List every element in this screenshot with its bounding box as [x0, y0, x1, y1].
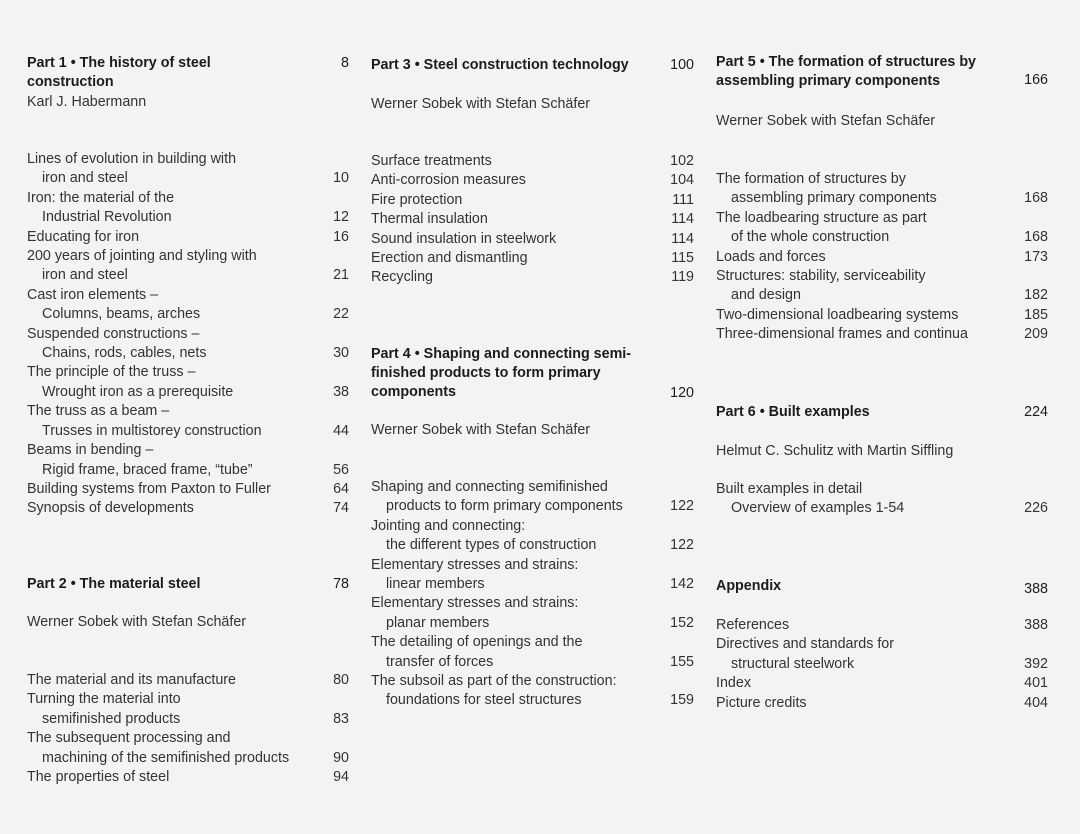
- toc-entry[interactable]: [716, 209, 1048, 248]
- part-3-entries: [371, 152, 694, 288]
- toc-entry-title: The principle of the truss –: [27, 364, 196, 381]
- part-1-author: Karl J. Habermann: [27, 94, 147, 110]
- toc-entry[interactable]: [27, 247, 349, 286]
- toc-entry-title-continued: and design: [731, 287, 801, 304]
- toc-entry-title-continued: Trusses in multistorey construction: [42, 422, 262, 439]
- toc-entry-page: 142: [670, 576, 694, 593]
- toc-entry-title-continued: Industrial Revolution: [42, 209, 172, 226]
- toc-entry-title: 200 years of jointing and styling with: [27, 248, 257, 265]
- toc-entry-title: Surface treatments: [371, 153, 492, 169]
- toc-entry[interactable]: [371, 230, 694, 249]
- toc-entry[interactable]: [27, 729, 349, 768]
- toc-entry[interactable]: [27, 189, 349, 228]
- toc-entry-title: The subsequent processing and: [27, 730, 231, 747]
- toc-entry-title: References: [716, 617, 790, 633]
- toc-entry[interactable]: [27, 150, 349, 189]
- part-1-heading[interactable]: [27, 54, 349, 92]
- toc-entry-page: 64: [333, 480, 349, 497]
- toc-entry-page: 152: [670, 614, 694, 631]
- part-1-title: Part 1 • The history of steel construction: [27, 55, 211, 90]
- toc-entry[interactable]: [371, 517, 694, 556]
- toc-entry-page: 10: [333, 170, 349, 187]
- toc-entry-title: Cast iron elements –: [27, 286, 159, 303]
- toc-entry-title-continued: transfer of forces: [386, 653, 494, 670]
- toc-entry-title-continued: of the whole construction: [731, 229, 890, 246]
- toc-entry-page: 104: [670, 172, 694, 189]
- toc-entry-page: 22: [333, 306, 349, 323]
- toc-entry-title: The truss as a beam –: [27, 403, 170, 420]
- toc-entry-page: 185: [1024, 306, 1048, 323]
- toc-entry[interactable]: [716, 306, 1048, 325]
- toc-entry-title-continued: iron and steel: [42, 170, 128, 187]
- toc-entry[interactable]: [716, 480, 1048, 519]
- toc-entry-title-continued: iron and steel: [42, 267, 128, 284]
- toc-entry-title-continued: structural steelwork: [731, 655, 855, 672]
- toc-entry-page: 94: [333, 769, 349, 786]
- part-3-heading[interactable]: [371, 56, 694, 75]
- part-3-page: 100: [670, 57, 694, 73]
- toc-entry[interactable]: [27, 286, 349, 325]
- toc-entry-title: The material and its manufacture: [27, 672, 236, 688]
- part-1-entries: [27, 150, 349, 519]
- toc-entry[interactable]: [27, 325, 349, 364]
- toc-entry-page: 115: [671, 250, 694, 267]
- appendix-page: 388: [1024, 581, 1048, 597]
- toc-entry-page: 90: [333, 749, 349, 766]
- part-2-page: 78: [333, 576, 349, 592]
- part-5-entries: [716, 170, 1048, 345]
- part-6-author: Helmut C. Schulitz with Martin Siffling: [716, 443, 954, 459]
- toc-entry-title: Turning the material into: [27, 691, 181, 708]
- part-2-heading[interactable]: [27, 575, 349, 594]
- toc-entry-title: Elementary stresses and strains:: [371, 556, 579, 573]
- toc-entry-page: 74: [333, 500, 349, 517]
- toc-entry-title-continued: machining of the semifinished products: [42, 749, 290, 766]
- part-2-title: Part 2 • The material steel: [27, 576, 201, 592]
- toc-entry[interactable]: [371, 633, 694, 672]
- toc-entry-page: 122: [670, 537, 694, 554]
- toc-entry-title: The detailing of openings and the: [371, 634, 583, 651]
- toc-entry-title: Erection and dismantling: [371, 250, 528, 267]
- toc-entry-page: 168: [1024, 229, 1048, 246]
- toc-entry[interactable]: [27, 402, 349, 441]
- toc-entry-page: 173: [1024, 248, 1048, 265]
- toc-entry[interactable]: [716, 248, 1048, 267]
- toc-entry[interactable]: [27, 480, 349, 499]
- part-5-page: 166: [1024, 72, 1048, 88]
- part-6-page: 224: [1024, 404, 1048, 420]
- toc-entry-title: The subsoil as part of the construction:: [371, 673, 617, 690]
- toc-entry-title-continued: Overview of examples 1-54: [731, 500, 905, 517]
- toc-entry-page: 16: [333, 228, 349, 245]
- toc-entry-title-continued: assembling primary components: [731, 190, 937, 207]
- toc-entry-title-continued: semifinished products: [42, 710, 181, 727]
- toc-entry[interactable]: [716, 170, 1048, 209]
- toc-entry-title-continued: products to form primary components: [386, 498, 623, 515]
- part-5-author: Werner Sobek with Stefan Schäfer: [716, 113, 936, 129]
- toc-entry-page: 114: [671, 211, 694, 228]
- toc-entry-page: 155: [670, 653, 694, 670]
- appendix-heading[interactable]: [716, 577, 1048, 596]
- toc-entry-page: 119: [671, 269, 694, 286]
- toc-entry-title: The formation of structures by: [716, 171, 906, 187]
- toc-entry[interactable]: [371, 594, 694, 633]
- toc-entry[interactable]: [371, 249, 694, 268]
- toc-entry-title: Suspended constructions –: [27, 325, 200, 342]
- part-4-author: Werner Sobek with Stefan Schäfer: [371, 422, 591, 438]
- toc-entry[interactable]: [716, 325, 1048, 344]
- toc-entry[interactable]: [27, 228, 349, 247]
- toc-entry-title: Fire protection: [371, 191, 463, 208]
- part-3-title: Part 3 • Steel construction technology: [371, 57, 629, 73]
- toc-entry-page: 388: [1024, 617, 1048, 633]
- toc-entry-page: 30: [333, 345, 349, 362]
- toc-entry-title-continued: planar members: [386, 614, 490, 631]
- toc-entry[interactable]: [371, 478, 694, 517]
- part-1-page: 8: [341, 55, 349, 71]
- toc-entry-title: Picture credits: [716, 694, 807, 711]
- toc-entry[interactable]: [716, 674, 1048, 693]
- part-4-page: 120: [670, 385, 694, 401]
- toc-entry-title: Jointing and connecting:: [371, 517, 526, 534]
- toc-entry-page: 111: [672, 191, 694, 208]
- toc-entry-title: Synopsis of developments: [27, 500, 194, 517]
- part-4-heading[interactable]: [371, 345, 694, 402]
- part-6-heading[interactable]: [716, 403, 1048, 422]
- toc-entry-title: Two-dimensional loadbearing systems: [716, 306, 959, 323]
- toc-entry-page: 159: [670, 692, 694, 709]
- toc-entry[interactable]: [27, 768, 349, 787]
- toc-entry-title: Iron: the material of the: [27, 189, 175, 206]
- toc-entry[interactable]: [27, 499, 349, 518]
- toc-entry-title-continued: Chains, rods, cables, nets: [42, 345, 207, 362]
- part-5-title: Part 5 • The formation of structures by assembling primary components: [716, 54, 977, 89]
- appendix-title: Appendix: [716, 578, 782, 594]
- toc-entry-title: Elementary stresses and strains:: [371, 595, 579, 612]
- toc-entry-title: Directives and standards for: [716, 636, 894, 653]
- toc-entry-title: Recycling: [371, 269, 433, 286]
- toc-entry-page: 38: [333, 383, 349, 400]
- toc-entry-title: Beams in bending –: [27, 442, 154, 459]
- part-2-entries: [27, 671, 349, 787]
- toc-entry-title: The properties of steel: [27, 769, 170, 786]
- toc-entry[interactable]: [27, 671, 349, 690]
- toc-entry-page: 122: [670, 498, 694, 515]
- toc-entry-page: 44: [333, 422, 349, 439]
- toc-entry[interactable]: [716, 267, 1048, 306]
- part-5-heading[interactable]: [716, 53, 1048, 91]
- toc-entry-page: 56: [333, 461, 349, 478]
- toc-entry-page: 226: [1024, 500, 1048, 517]
- toc-entry[interactable]: [371, 268, 694, 287]
- toc-entry[interactable]: [371, 152, 694, 171]
- part-2-author: Werner Sobek with Stefan Schäfer: [27, 614, 247, 630]
- toc-entry-page: 182: [1024, 287, 1048, 304]
- toc-entry[interactable]: [371, 171, 694, 190]
- toc-entry-page: 209: [1024, 326, 1048, 343]
- toc-entry-title: The loadbearing structure as part: [716, 209, 927, 226]
- toc-entry[interactable]: [716, 635, 1048, 674]
- toc-entry-title: Structures: stability, serviceability: [716, 268, 926, 285]
- toc-entry-title: Shaping and connecting semifinished: [371, 479, 608, 495]
- toc-entry-page: 404: [1024, 694, 1048, 711]
- part-4-title: Part 4 • Shaping and connecting semi-finished products to form primary components: [371, 346, 632, 400]
- toc-entry-title: Index: [716, 675, 751, 692]
- part-6-title: Part 6 • Built examples: [716, 404, 870, 420]
- toc-entry[interactable]: [371, 556, 694, 595]
- toc-entry-page: 114: [671, 230, 694, 247]
- toc-entry[interactable]: [716, 694, 1048, 713]
- toc-entry-page: 21: [333, 267, 349, 284]
- toc-entry-title: Loads and forces: [716, 248, 826, 265]
- toc-entry-title-continued: the different types of construction: [386, 537, 597, 554]
- toc-entry-title: Lines of evolution in building with: [27, 151, 237, 167]
- toc-entry[interactable]: [27, 690, 349, 729]
- part-4-entries: [371, 478, 694, 711]
- toc-entry-page: 168: [1024, 190, 1048, 207]
- toc-entry-title: Thermal insulation: [371, 211, 488, 228]
- toc-entry[interactable]: [27, 441, 349, 480]
- toc-entry-title: Three-dimensional frames and continua: [716, 326, 968, 343]
- toc-entry-page: 80: [333, 672, 349, 688]
- toc-entry-title: Building systems from Paxton to Fuller: [27, 480, 271, 497]
- toc-entry-page: 102: [670, 153, 694, 169]
- toc-entry[interactable]: [716, 616, 1048, 635]
- part-3-author: Werner Sobek with Stefan Schäfer: [371, 96, 591, 112]
- toc-entry-page: 401: [1024, 675, 1048, 692]
- toc-entry-title: Built examples in detail: [716, 481, 863, 497]
- toc-entry[interactable]: [27, 363, 349, 402]
- toc-entry-title-continued: foundations for steel structures: [386, 692, 582, 709]
- toc-entry-page: 392: [1024, 655, 1048, 672]
- toc-entry-title-continued: Wrought iron as a prerequisite: [42, 383, 234, 400]
- toc-entry-title: Anti-corrosion measures: [371, 172, 526, 189]
- toc-entry[interactable]: [371, 191, 694, 210]
- appendix-entries: [716, 616, 1048, 713]
- toc-entry-page: 83: [333, 710, 349, 727]
- toc-entry-page: 12: [333, 209, 349, 226]
- part-6-entries: [716, 480, 1048, 519]
- toc-entry[interactable]: [371, 672, 694, 711]
- toc-entry-title-continued: Columns, beams, arches: [42, 306, 201, 323]
- toc-entry-title-continued: linear members: [386, 576, 485, 593]
- toc-entry-title-continued: Rigid frame, braced frame, “tube”: [42, 461, 253, 478]
- toc-entry[interactable]: [371, 210, 694, 229]
- toc-entry-title: Sound insulation in steelwork: [371, 230, 557, 247]
- toc-entry-title: Educating for iron: [27, 228, 140, 245]
